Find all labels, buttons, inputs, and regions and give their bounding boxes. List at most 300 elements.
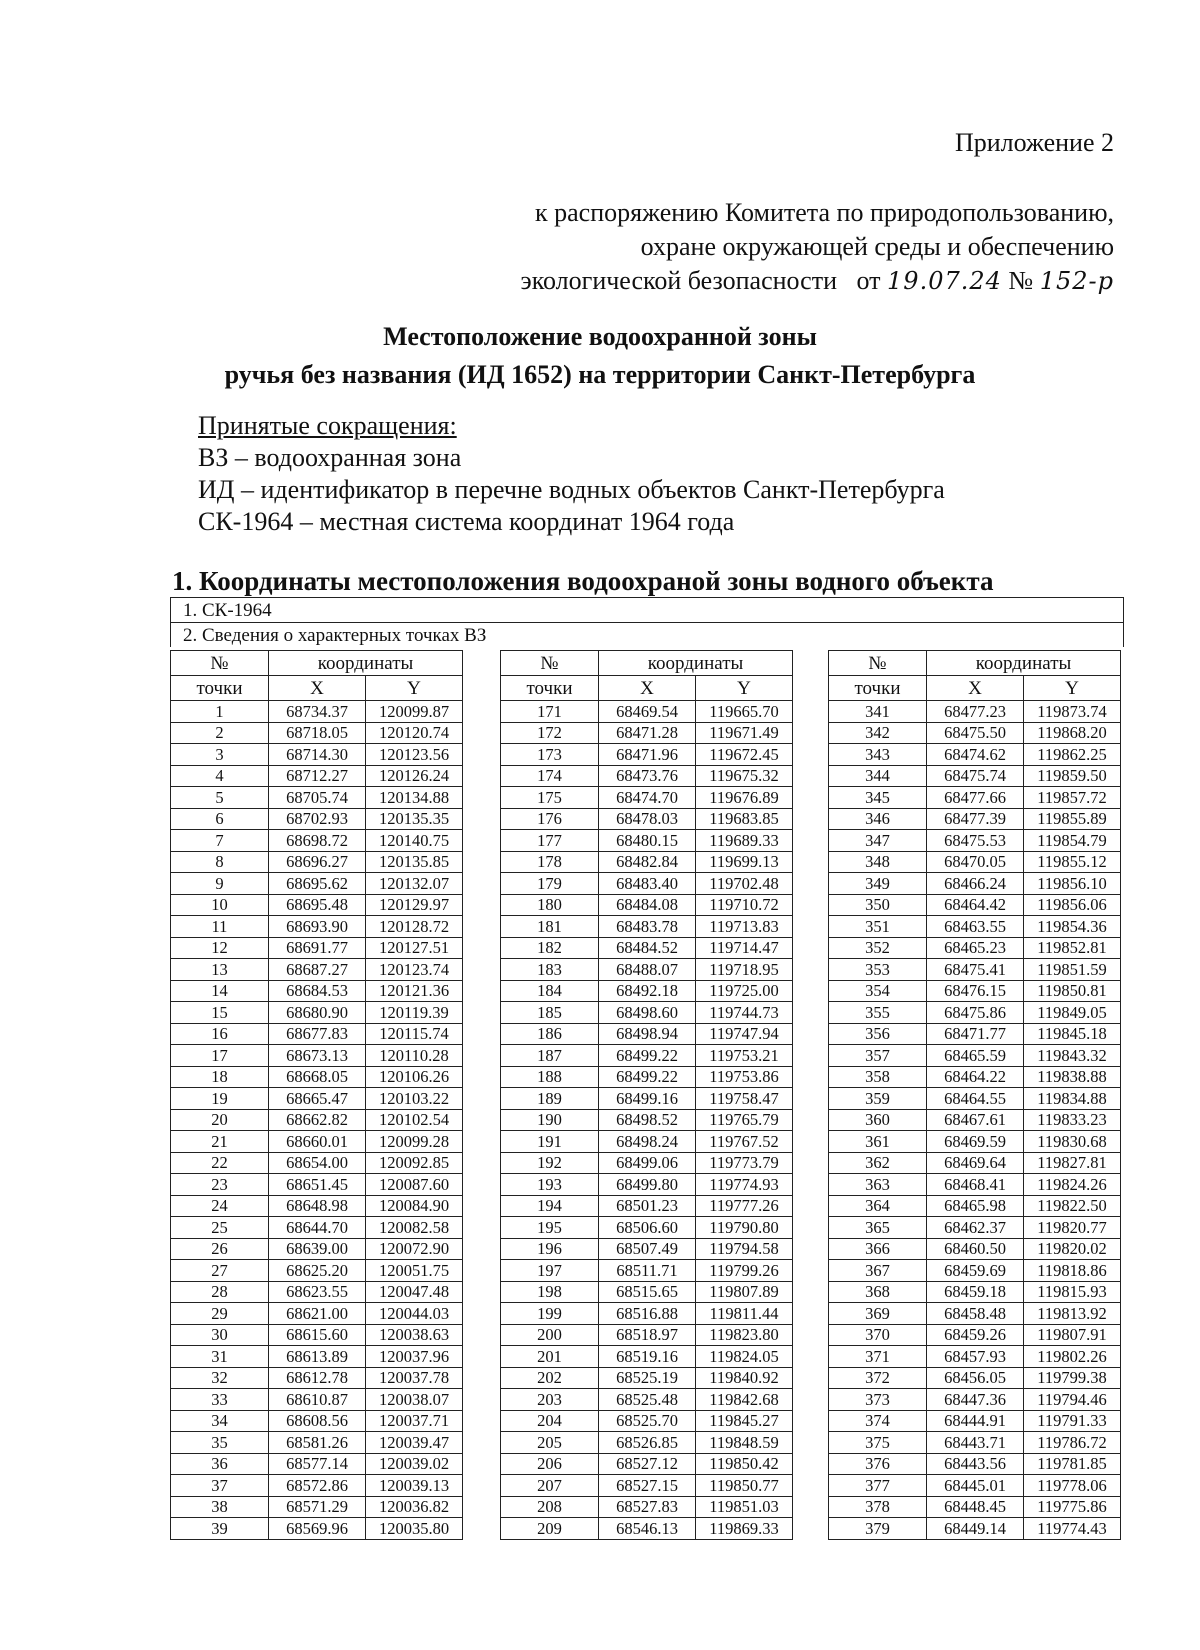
point-number-cell: 27 [171,1260,269,1282]
point-number-cell: 25 [171,1217,269,1239]
y-coordinate-cell: 119833.23 [1024,1109,1121,1131]
point-number-cell: 183 [501,959,599,981]
table-row [171,765,463,787]
x-coordinate-cell: 68499.80 [599,1174,696,1196]
table-row [829,1109,1121,1131]
y-coordinate-cell: 119830.68 [1024,1131,1121,1153]
table-row [829,1346,1121,1368]
point-number-cell: 175 [501,787,599,809]
y-coordinate-cell: 119859.50 [1024,765,1121,787]
table-row [501,1260,793,1282]
table-row [171,959,463,981]
title-line-2: ручья без названия (ИД 1652) на территории Санкт-Петербурга [224,360,976,389]
table-row [829,1518,1121,1540]
table-row [501,1045,793,1067]
table-row [171,744,463,766]
point-number-cell: 5 [171,787,269,809]
x-coordinate-cell: 68483.78 [599,916,696,938]
table-row [171,1346,463,1368]
x-coordinate-cell: 68465.98 [927,1195,1024,1217]
order-reference [394,196,1114,298]
x-coordinate-cell: 68718.05 [269,722,366,744]
point-number-subheader: точки [829,676,927,701]
point-number-cell: 185 [501,1002,599,1024]
y-coordinate-cell: 119820.77 [1024,1217,1121,1239]
x-coordinate-cell: 68480.15 [599,830,696,852]
point-number-cell: 29 [171,1303,269,1325]
table-row [829,1475,1121,1497]
table-row [829,851,1121,873]
x-coordinate-cell: 68445.01 [927,1475,1024,1497]
point-number-cell: 4 [171,765,269,787]
x-coordinate-cell: 68476.15 [927,980,1024,1002]
point-number-cell: 178 [501,851,599,873]
table-row [171,1002,463,1024]
x-coordinate-cell: 68499.22 [599,1045,696,1067]
y-coordinate-cell: 119838.88 [1024,1066,1121,1088]
table-row [501,1195,793,1217]
x-coordinate-cell: 68470.05 [927,851,1024,873]
table-row [171,1238,463,1260]
x-coordinate-cell: 68471.96 [599,744,696,766]
x-coordinate-cell: 68515.65 [599,1281,696,1303]
point-number-cell: 205 [501,1432,599,1454]
table-row [829,744,1121,766]
table-row [501,1475,793,1497]
x-coordinate-cell: 68482.84 [599,851,696,873]
y-coordinate-cell: 120120.74 [366,722,463,744]
point-number-cell: 347 [829,830,927,852]
y-coordinate-cell: 119799.26 [696,1260,793,1282]
y-coordinate-cell: 120119.39 [366,1002,463,1024]
handwritten-date: 19.07.24 [887,267,1002,295]
table-row [501,765,793,787]
table-row [171,1453,463,1475]
y-coordinate-cell: 119822.50 [1024,1195,1121,1217]
reference-line-text: экологической безопасности [520,266,837,295]
point-number-cell: 342 [829,722,927,744]
y-coordinate-cell: 119818.86 [1024,1260,1121,1282]
x-coordinate-cell: 68734.37 [269,701,366,723]
x-coordinate-cell: 68639.00 [269,1238,366,1260]
table-row [501,1152,793,1174]
point-number-cell: 370 [829,1324,927,1346]
y-coordinate-cell: 119815.93 [1024,1281,1121,1303]
point-number-cell: 202 [501,1367,599,1389]
x-coordinate-cell: 68577.14 [269,1453,366,1475]
y-coordinate-cell: 120037.78 [366,1367,463,1389]
table-row [829,959,1121,981]
y-coordinate-cell: 119665.70 [696,701,793,723]
x-coordinate-cell: 68474.62 [927,744,1024,766]
table-row [501,1389,793,1411]
table-row [829,1023,1121,1045]
x-coordinate-cell: 68469.64 [927,1152,1024,1174]
table-row [171,1496,463,1518]
x-coordinate-cell: 68464.42 [927,894,1024,916]
table-row [829,1453,1121,1475]
y-coordinate-cell: 120039.13 [366,1475,463,1497]
x-coordinate-cell: 68469.54 [599,701,696,723]
x-coordinate-cell: 68714.30 [269,744,366,766]
reference-line: охране окружающей среды и обеспечению [640,232,1114,261]
table-row [171,1109,463,1131]
header-row [501,676,793,701]
table-row [829,1066,1121,1088]
x-coordinate-cell: 68581.26 [269,1432,366,1454]
date-prefix: от [856,266,881,295]
y-coordinate-cell: 119675.32 [696,765,793,787]
x-coordinate-cell: 68507.49 [599,1238,696,1260]
x-coordinate-cell: 68477.39 [927,808,1024,830]
point-number-cell: 192 [501,1152,599,1174]
point-number-cell: 13 [171,959,269,981]
y-coordinate-cell: 119873.74 [1024,701,1121,723]
y-coordinate-cell: 120047.48 [366,1281,463,1303]
point-number-cell: 344 [829,765,927,787]
point-number-cell: 361 [829,1131,927,1153]
table-row [829,1389,1121,1411]
y-coordinate-cell: 119820.02 [1024,1238,1121,1260]
point-number-cell: 187 [501,1045,599,1067]
point-number-cell: 377 [829,1475,927,1497]
table-row [829,937,1121,959]
y-coordinate-cell: 120106.26 [366,1066,463,1088]
x-coordinate-cell: 68702.93 [269,808,366,830]
y-coordinate-cell: 120129.97 [366,894,463,916]
y-coordinate-cell: 119824.05 [696,1346,793,1368]
coordinates-tables [170,650,1124,1550]
x-coordinate-cell: 68459.18 [927,1281,1024,1303]
point-number-cell: 199 [501,1303,599,1325]
point-number-cell: 26 [171,1238,269,1260]
table-row [829,1217,1121,1239]
x-coordinate-cell: 68695.62 [269,873,366,895]
point-number-cell: 171 [501,701,599,723]
y-coordinate-cell: 120039.47 [366,1432,463,1454]
y-coordinate-cell: 119862.25 [1024,744,1121,766]
y-coordinate-cell: 119840.92 [696,1367,793,1389]
y-coordinate-cell: 119753.86 [696,1066,793,1088]
y-coordinate-cell: 120099.87 [366,701,463,723]
y-coordinate-cell: 119676.89 [696,787,793,809]
x-coordinate-cell: 68474.70 [599,787,696,809]
point-number-cell: 1 [171,701,269,723]
handwritten-number: 152-р [1039,267,1114,295]
point-number-cell: 6 [171,808,269,830]
point-number-cell: 37 [171,1475,269,1497]
y-coordinate-cell: 119851.03 [696,1496,793,1518]
x-coordinate-cell: 68695.48 [269,894,366,916]
y-coordinate-cell: 120102.54 [366,1109,463,1131]
coordinates-header: координаты [599,651,793,676]
x-coordinate-cell: 68471.28 [599,722,696,744]
point-number-cell: 23 [171,1174,269,1196]
x-coordinate-cell: 68654.00 [269,1152,366,1174]
x-coordinate-cell: 68546.13 [599,1518,696,1540]
table-row [171,894,463,916]
y-coordinate-cell: 119747.94 [696,1023,793,1045]
point-number-cell: 345 [829,787,927,809]
y-coordinate-cell: 119718.95 [696,959,793,981]
title-line-1: Местоположение водоохранной зоны [383,322,817,351]
table-row [171,1152,463,1174]
x-coordinate-cell: 68526.85 [599,1432,696,1454]
point-number-cell: 30 [171,1324,269,1346]
point-number-cell: 194 [501,1195,599,1217]
x-coordinate-cell: 68644.70 [269,1217,366,1239]
point-number-cell: 15 [171,1002,269,1024]
point-number-cell: 173 [501,744,599,766]
point-number-cell: 372 [829,1367,927,1389]
table-row [171,830,463,852]
x-coordinate-cell: 68447.36 [927,1389,1024,1411]
y-coordinate-cell: 120036.82 [366,1496,463,1518]
table-row [171,1389,463,1411]
x-coordinate-cell: 68466.24 [927,873,1024,895]
point-number-cell: 186 [501,1023,599,1045]
table-row [501,1324,793,1346]
y-coordinate-cell: 119807.89 [696,1281,793,1303]
x-coordinate-cell: 68608.56 [269,1410,366,1432]
point-number-cell: 2 [171,722,269,744]
y-coordinate-cell: 119807.91 [1024,1324,1121,1346]
x-coordinate-cell: 68525.19 [599,1367,696,1389]
x-coordinate-cell: 68651.45 [269,1174,366,1196]
y-coordinate-cell: 120123.74 [366,959,463,981]
y-coordinate-cell: 119848.59 [696,1432,793,1454]
x-header: X [269,676,366,701]
table-row [501,722,793,744]
x-coordinate-cell: 68469.59 [927,1131,1024,1153]
y-coordinate-cell: 119849.05 [1024,1002,1121,1024]
table-row [171,701,463,723]
point-number-cell: 371 [829,1346,927,1368]
table-row [171,1088,463,1110]
x-coordinate-cell: 68459.26 [927,1324,1024,1346]
y-coordinate-cell: 119775.86 [1024,1496,1121,1518]
x-coordinate-cell: 68458.48 [927,1303,1024,1325]
point-number-cell: 8 [171,851,269,873]
x-coordinate-cell: 68519.16 [599,1346,696,1368]
x-coordinate-cell: 68569.96 [269,1518,366,1540]
header-row [171,676,463,701]
x-coordinate-cell: 68677.83 [269,1023,366,1045]
point-number-header: № [829,651,927,676]
x-coordinate-cell: 68693.90 [269,916,366,938]
x-coordinate-cell: 68471.77 [927,1023,1024,1045]
point-number-cell: 369 [829,1303,927,1325]
point-number-cell: 172 [501,722,599,744]
header-row [829,651,1121,676]
x-coordinate-cell: 68673.13 [269,1045,366,1067]
table-row [501,1281,793,1303]
y-coordinate-cell: 120110.28 [366,1045,463,1067]
table-row [501,787,793,809]
point-number-cell: 188 [501,1066,599,1088]
x-coordinate-cell: 68465.23 [927,937,1024,959]
y-coordinate-cell: 119824.26 [1024,1174,1121,1196]
point-number-cell: 355 [829,1002,927,1024]
point-number-cell: 179 [501,873,599,895]
y-coordinate-cell: 119856.06 [1024,894,1121,916]
x-coordinate-cell: 68525.70 [599,1410,696,1432]
y-coordinate-cell: 119702.48 [696,873,793,895]
y-coordinate-cell: 119713.83 [696,916,793,938]
x-coordinate-cell: 68499.22 [599,1066,696,1088]
point-number-cell: 180 [501,894,599,916]
table-row [501,744,793,766]
abbreviation-item: ИД – идентификатор в перечне водных объектов Санкт-Петербурга [198,475,945,504]
point-number-cell: 354 [829,980,927,1002]
point-number-cell: 198 [501,1281,599,1303]
x-coordinate-cell: 68473.76 [599,765,696,787]
y-coordinate-cell: 119845.18 [1024,1023,1121,1045]
x-coordinate-cell: 68687.27 [269,959,366,981]
point-number-cell: 38 [171,1496,269,1518]
point-number-cell: 352 [829,937,927,959]
y-coordinate-cell: 120051.75 [366,1260,463,1282]
point-number-cell: 348 [829,851,927,873]
x-coordinate-cell: 68621.00 [269,1303,366,1325]
table-row [171,1174,463,1196]
y-coordinate-cell: 119683.85 [696,808,793,830]
table-row [171,1475,463,1497]
table-row [829,916,1121,938]
point-number-header: № [171,651,269,676]
y-coordinate-cell: 119781.85 [1024,1453,1121,1475]
x-coordinate-cell: 68684.53 [269,980,366,1002]
point-number-cell: 364 [829,1195,927,1217]
y-coordinate-cell: 119856.10 [1024,873,1121,895]
point-number-cell: 12 [171,937,269,959]
table-row [501,1410,793,1432]
point-number-cell: 184 [501,980,599,1002]
x-coordinate-cell: 68464.22 [927,1066,1024,1088]
point-number-cell: 10 [171,894,269,916]
x-coordinate-cell: 68456.05 [927,1367,1024,1389]
table-row [829,1324,1121,1346]
table-row [829,1174,1121,1196]
y-coordinate-cell: 120123.56 [366,744,463,766]
y-coordinate-cell: 119791.33 [1024,1410,1121,1432]
x-coordinate-cell: 68465.59 [927,1045,1024,1067]
y-coordinate-cell: 120127.51 [366,937,463,959]
y-header: Y [696,676,793,701]
y-coordinate-cell: 119794.46 [1024,1389,1121,1411]
point-number-cell: 341 [829,701,927,723]
y-coordinate-cell: 119845.27 [696,1410,793,1432]
table-row [829,894,1121,916]
y-coordinate-cell: 119767.52 [696,1131,793,1153]
point-number-cell: 346 [829,808,927,830]
point-number-cell: 376 [829,1453,927,1475]
point-number-cell: 190 [501,1109,599,1131]
table-row [829,722,1121,744]
x-coordinate-cell: 68499.06 [599,1152,696,1174]
point-number-cell: 343 [829,744,927,766]
y-coordinate-cell: 119744.73 [696,1002,793,1024]
x-header: X [599,676,696,701]
point-number-cell: 9 [171,873,269,895]
y-coordinate-cell: 120037.71 [366,1410,463,1432]
point-number-cell: 197 [501,1260,599,1282]
x-coordinate-cell: 68527.12 [599,1453,696,1475]
table-row [171,1217,463,1239]
header-row [171,651,463,676]
point-number-cell: 24 [171,1195,269,1217]
point-number-cell: 14 [171,980,269,1002]
point-number-cell: 174 [501,765,599,787]
point-number-cell: 33 [171,1389,269,1411]
point-number-cell: 363 [829,1174,927,1196]
x-coordinate-cell: 68625.20 [269,1260,366,1282]
table-row [501,1066,793,1088]
table-row [501,851,793,873]
table-row [501,808,793,830]
y-coordinate-cell: 119813.92 [1024,1303,1121,1325]
table-row [829,1367,1121,1389]
y-coordinate-cell: 120128.72 [366,916,463,938]
table-row [501,1131,793,1153]
point-number-cell: 208 [501,1496,599,1518]
y-coordinate-cell: 119854.79 [1024,830,1121,852]
x-coordinate-cell: 68572.86 [269,1475,366,1497]
y-coordinate-cell: 119869.33 [696,1518,793,1540]
point-number-cell: 19 [171,1088,269,1110]
y-coordinate-cell: 120134.88 [366,787,463,809]
y-coordinate-cell: 120072.90 [366,1238,463,1260]
table-row [501,916,793,938]
table-row [829,765,1121,787]
y-coordinate-cell: 119799.38 [1024,1367,1121,1389]
y-coordinate-cell: 119689.33 [696,830,793,852]
table-row [501,1002,793,1024]
point-number-cell: 28 [171,1281,269,1303]
point-number-cell: 195 [501,1217,599,1239]
x-coordinate-cell: 68444.91 [927,1410,1024,1432]
point-number-cell: 362 [829,1152,927,1174]
y-coordinate-cell: 120038.07 [366,1389,463,1411]
y-coordinate-cell: 119671.49 [696,722,793,744]
x-coordinate-cell: 68484.08 [599,894,696,916]
table-row [501,1432,793,1454]
x-coordinate-cell: 68475.86 [927,1002,1024,1024]
point-number-cell: 374 [829,1410,927,1432]
y-coordinate-cell: 119854.36 [1024,916,1121,938]
point-number-cell: 182 [501,937,599,959]
point-number-cell: 31 [171,1346,269,1368]
point-number-cell: 191 [501,1131,599,1153]
point-number-cell: 360 [829,1109,927,1131]
y-coordinate-cell: 119823.80 [696,1324,793,1346]
table-row [171,1260,463,1282]
x-coordinate-cell: 68460.50 [927,1238,1024,1260]
coordinates-table [170,650,463,1540]
point-number-cell: 176 [501,808,599,830]
x-coordinate-cell: 68511.71 [599,1260,696,1282]
point-number-cell: 365 [829,1217,927,1239]
table-row [829,1131,1121,1153]
table-row [171,916,463,938]
point-number-cell: 359 [829,1088,927,1110]
y-coordinate-cell: 119857.72 [1024,787,1121,809]
y-coordinate-cell: 119725.00 [696,980,793,1002]
y-coordinate-cell: 120135.85 [366,851,463,873]
table-row [829,1260,1121,1282]
table-row [501,1346,793,1368]
x-coordinate-cell: 68698.72 [269,830,366,852]
